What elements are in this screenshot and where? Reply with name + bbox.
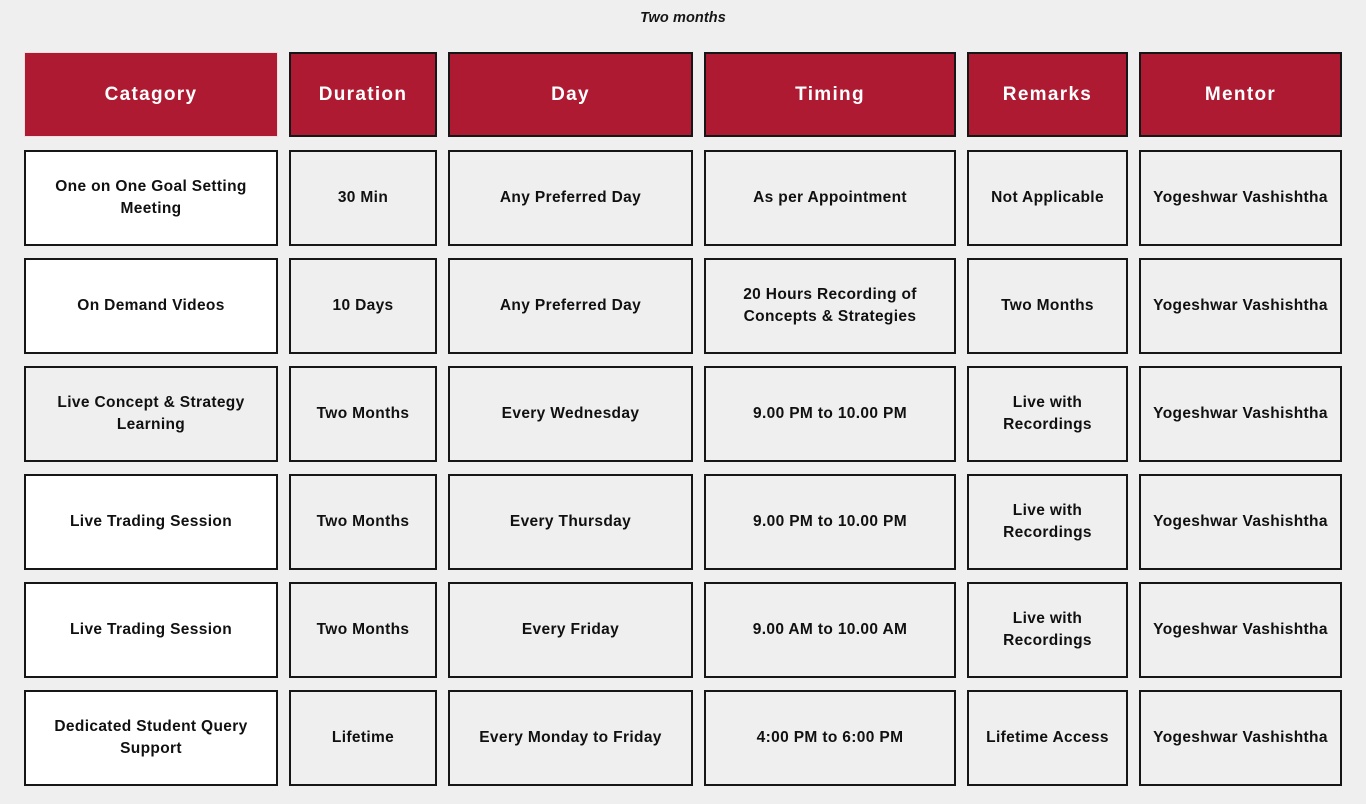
cell-day <box>448 150 704 246</box>
cell-value: 20 Hours Recording of Concepts & Strategies <box>743 286 917 325</box>
cell-mentor-box <box>1139 690 1342 786</box>
cell-value: 9.00 AM to 10.00 AM <box>752 621 908 638</box>
column-header-label: Remarks <box>1002 83 1093 105</box>
row-spacer <box>24 354 1353 366</box>
cell-remarks <box>967 690 1139 786</box>
cell-value: 30 Min <box>337 189 389 206</box>
cell-mentor-box <box>1139 474 1342 570</box>
cell-mentor-box <box>1139 366 1342 462</box>
cell-remarks-box <box>967 150 1128 246</box>
cell-value: As per Appointment <box>753 189 907 206</box>
cell-value: Two Months <box>316 405 410 422</box>
cell-value: Lifetime <box>331 729 395 746</box>
cell-remarks-box <box>967 474 1128 570</box>
cell-value: Every Monday to Friday <box>479 729 662 746</box>
cell-value: On Demand Videos <box>77 297 225 314</box>
cell-timing-box <box>704 474 956 570</box>
cell-mentor <box>1139 258 1353 354</box>
cell-value: Live with Recordings <box>1003 502 1092 541</box>
cell-day-box <box>448 258 693 354</box>
cell-duration-box <box>289 150 437 246</box>
cell-catagory <box>24 150 289 246</box>
cell-duration <box>289 366 448 462</box>
cell-day-box <box>448 474 693 570</box>
cell-timing <box>704 690 967 786</box>
column-header-duration-cell <box>289 52 437 137</box>
cell-duration <box>289 474 448 570</box>
cell-value: Lifetime Access <box>986 729 1109 746</box>
cell-duration-box <box>289 582 437 678</box>
cell-day <box>448 366 704 462</box>
cell-mentor-box <box>1139 150 1342 246</box>
cell-day <box>448 258 704 354</box>
cell-duration-box <box>289 258 437 354</box>
cell-catagory <box>24 366 289 462</box>
cell-value: 9.00 PM to 10.00 PM <box>753 513 907 530</box>
cell-catagory-box <box>24 582 278 678</box>
cell-day-box <box>448 366 693 462</box>
cell-remarks-box <box>967 582 1128 678</box>
cell-remarks <box>967 150 1139 246</box>
column-header-label: Duration <box>318 83 408 105</box>
cell-value: Yogeshwar Vashishtha <box>1153 405 1328 422</box>
table-row <box>24 258 1353 354</box>
cell-value: Live with Recordings <box>1003 394 1092 433</box>
column-header-label: Catagory <box>104 83 198 105</box>
cell-value: Two Months <box>316 621 410 638</box>
cell-mentor-box <box>1139 258 1342 354</box>
cell-catagory-box <box>24 474 278 570</box>
cell-mentor <box>1139 690 1353 786</box>
page-title: Two months <box>640 10 726 26</box>
cell-timing-box <box>704 366 956 462</box>
row-spacer <box>24 462 1353 474</box>
row-spacer <box>24 570 1353 582</box>
cell-mentor <box>1139 582 1353 678</box>
column-header-day <box>448 52 704 137</box>
cell-timing-box <box>704 582 956 678</box>
cell-remarks-box <box>967 690 1128 786</box>
schedule-table <box>24 52 1353 786</box>
header-spacer <box>24 137 1353 150</box>
cell-value: Live Trading Session <box>69 513 233 530</box>
cell-remarks <box>967 474 1139 570</box>
column-header-timing-cell <box>704 52 956 137</box>
table-row <box>24 690 1353 786</box>
table-row <box>24 474 1353 570</box>
cell-value: 10 Days <box>332 297 394 314</box>
cell-catagory <box>24 474 289 570</box>
cell-value: Two Months <box>1001 297 1094 314</box>
table-row <box>24 150 1353 246</box>
column-header-duration <box>289 52 448 137</box>
cell-value: 4:00 PM to 6:00 PM <box>756 729 904 746</box>
cell-remarks <box>967 582 1139 678</box>
column-header-mentor-cell <box>1139 52 1342 137</box>
cell-value: Yogeshwar Vashishtha <box>1153 513 1328 530</box>
cell-day <box>448 474 704 570</box>
table-row <box>24 582 1353 678</box>
row-spacer <box>24 246 1353 258</box>
cell-day-box <box>448 582 693 678</box>
cell-timing-box <box>704 690 956 786</box>
cell-catagory-box <box>24 366 278 462</box>
table-header-row <box>24 52 1353 137</box>
cell-timing-box <box>704 258 956 354</box>
cell-duration-box <box>289 474 437 570</box>
cell-value: Every Thursday <box>509 513 632 530</box>
cell-value: Live Concept & Strategy Learning <box>57 394 245 433</box>
cell-value: Every Friday <box>521 621 620 638</box>
cell-timing <box>704 474 967 570</box>
cell-catagory-box <box>24 150 278 246</box>
cell-day-box <box>448 690 693 786</box>
cell-value: One on One Goal Setting Meeting <box>55 178 247 217</box>
cell-value: Yogeshwar Vashishtha <box>1153 189 1328 206</box>
cell-value: Dedicated Student Query Support <box>54 718 248 757</box>
cell-duration <box>289 150 448 246</box>
cell-value: Live with Recordings <box>1003 610 1092 649</box>
cell-value: Two Months <box>316 513 410 530</box>
column-header-catagory-cell <box>24 52 278 137</box>
cell-value: 9.00 PM to 10.00 PM <box>753 405 907 422</box>
cell-duration <box>289 690 448 786</box>
column-header-remarks <box>967 52 1139 137</box>
cell-timing <box>704 366 967 462</box>
cell-remarks <box>967 366 1139 462</box>
table-row <box>24 366 1353 462</box>
cell-value: Every Wednesday <box>501 405 640 422</box>
cell-remarks-box <box>967 366 1128 462</box>
cell-day <box>448 690 704 786</box>
cell-mentor <box>1139 150 1353 246</box>
cell-duration-box <box>289 366 437 462</box>
cell-value: Any Preferred Day <box>499 189 642 206</box>
cell-catagory-box <box>24 690 278 786</box>
cell-value: Live Trading Session <box>69 621 233 638</box>
cell-duration <box>289 258 448 354</box>
column-header-label: Day <box>551 83 590 105</box>
cell-value: Any Preferred Day <box>499 297 642 314</box>
column-header-remarks-cell <box>967 52 1128 137</box>
cell-duration-box <box>289 690 437 786</box>
cell-remarks <box>967 258 1139 354</box>
cell-duration <box>289 582 448 678</box>
cell-day-box <box>448 150 693 246</box>
column-header-catagory <box>24 52 289 137</box>
column-header-day-cell <box>448 52 693 137</box>
cell-mentor-box <box>1139 582 1342 678</box>
cell-catagory <box>24 258 289 354</box>
column-header-label: Timing <box>795 83 865 105</box>
cell-value: Not Applicable <box>991 189 1104 206</box>
column-header-label: Mentor <box>1204 83 1277 105</box>
column-header-mentor <box>1139 52 1353 137</box>
cell-mentor <box>1139 366 1353 462</box>
cell-day <box>448 582 704 678</box>
cell-value: Yogeshwar Vashishtha <box>1153 621 1328 638</box>
cell-mentor <box>1139 474 1353 570</box>
column-header-timing <box>704 52 967 137</box>
cell-value: Yogeshwar Vashishtha <box>1153 297 1328 314</box>
cell-catagory <box>24 582 289 678</box>
cell-timing <box>704 258 967 354</box>
row-spacer <box>24 678 1353 690</box>
cell-value: Yogeshwar Vashishtha <box>1153 729 1328 746</box>
cell-timing <box>704 150 967 246</box>
cell-timing <box>704 582 967 678</box>
cell-catagory-box <box>24 258 278 354</box>
cell-remarks-box <box>967 258 1128 354</box>
cell-catagory <box>24 690 289 786</box>
cell-timing-box <box>704 150 956 246</box>
